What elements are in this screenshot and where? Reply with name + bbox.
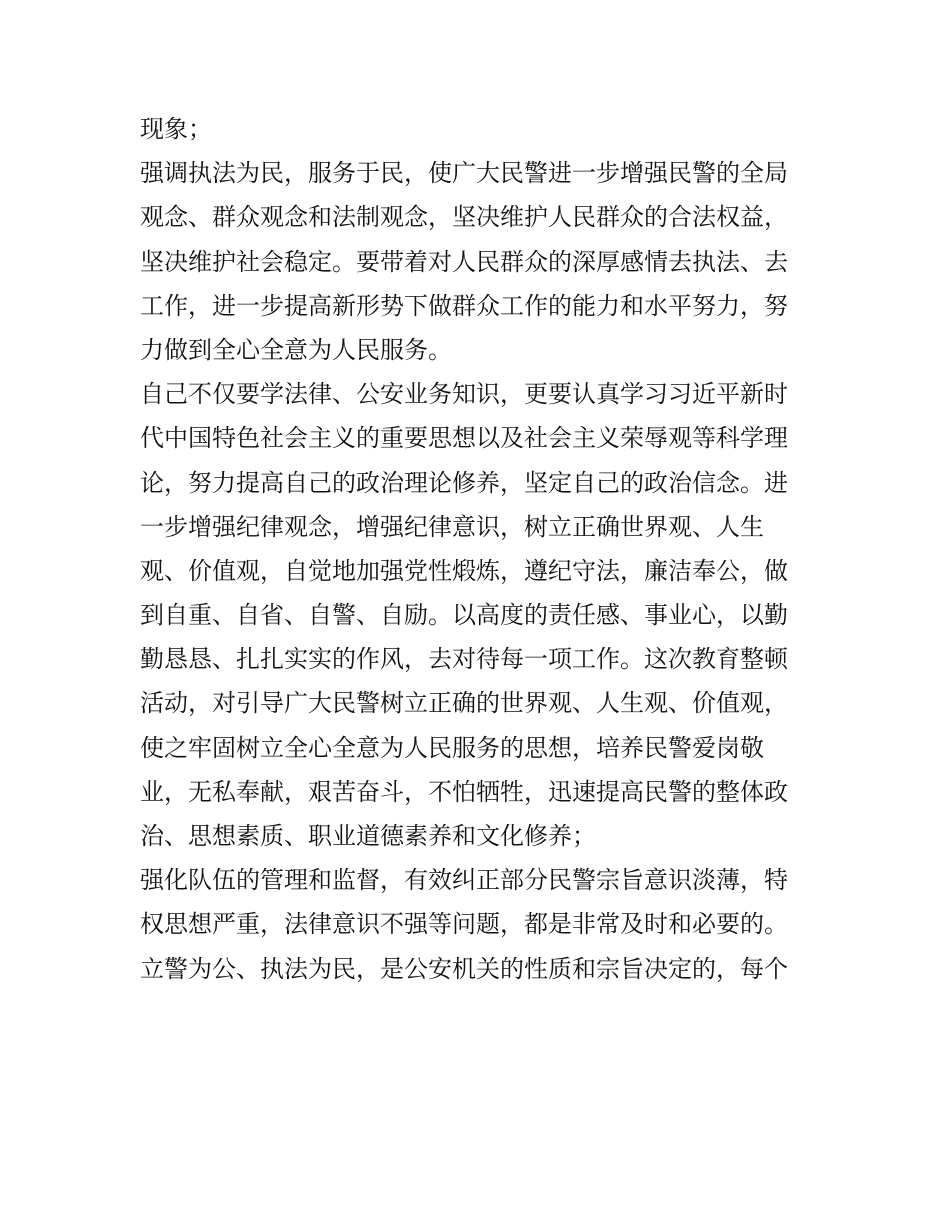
text-line: 强调执法为民，服务于民，使广大民警进一步增强民警的全局 bbox=[140, 159, 788, 188]
text-line: 观念、群众观念和法制观念，坚决维护人民群众的合法权益， bbox=[140, 203, 788, 232]
text-line: 工作，进一步提高新形势下做群众工作的能力和水平努力，努 bbox=[140, 291, 788, 320]
text-line: 立警为公、执法为民，是公安机关的性质和宗旨决定的，每个 bbox=[140, 954, 788, 983]
text-line: 治、思想素质、职业道德素养和文化修养； bbox=[140, 822, 596, 850]
text-line: 坚决维护社会稳定。要带着对人民群众的深厚感情去执法、去 bbox=[140, 247, 788, 276]
text-line: 论，努力提高自己的政治理论修养，坚定自己的政治信念。进 bbox=[140, 468, 788, 497]
text-line: 权思想严重，法律意识不强等问题，都是非常及时和必要的。 bbox=[140, 910, 788, 939]
document-body bbox=[140, 107, 820, 991]
text-line: 业，无私奉献，艰苦奋斗，不怕牺牲，迅速提高民警的整体政 bbox=[140, 777, 788, 806]
text-line: 使之牢固树立全心全意为人民服务的思想，培养民警爱岗敬 bbox=[140, 733, 764, 762]
text-line: 自己不仅要学法律、公安业务知识，更要认真学习习近平新时 bbox=[140, 380, 788, 409]
text-line: 一步增强纪律观念，增强纪律意识，树立正确世界观、人生 bbox=[140, 512, 764, 541]
text-line: 勤恳恳、扎扎实实的作风，去对待每一项工作。这次教育整顿 bbox=[140, 645, 788, 674]
text-line: 到自重、自省、自警、自励。以高度的责任感、事业心，以勤 bbox=[140, 601, 788, 630]
text-line: 现象； bbox=[140, 115, 212, 143]
text-line: 力做到全心全意为人民服务。 bbox=[140, 335, 452, 364]
text-line: 强化队伍的管理和监督，有效纠正部分民警宗旨意识淡薄，特 bbox=[140, 866, 788, 895]
text-line: 代中国特色社会主义的重要思想以及社会主义荣辱观等科学理 bbox=[140, 424, 788, 453]
text-line: 活动，对引导广大民警树立正确的世界观、人生观、价值观， bbox=[140, 689, 788, 718]
text-line: 观、价值观，自觉地加强党性煅炼，遵纪守法，廉洁奉公，做 bbox=[140, 556, 788, 585]
